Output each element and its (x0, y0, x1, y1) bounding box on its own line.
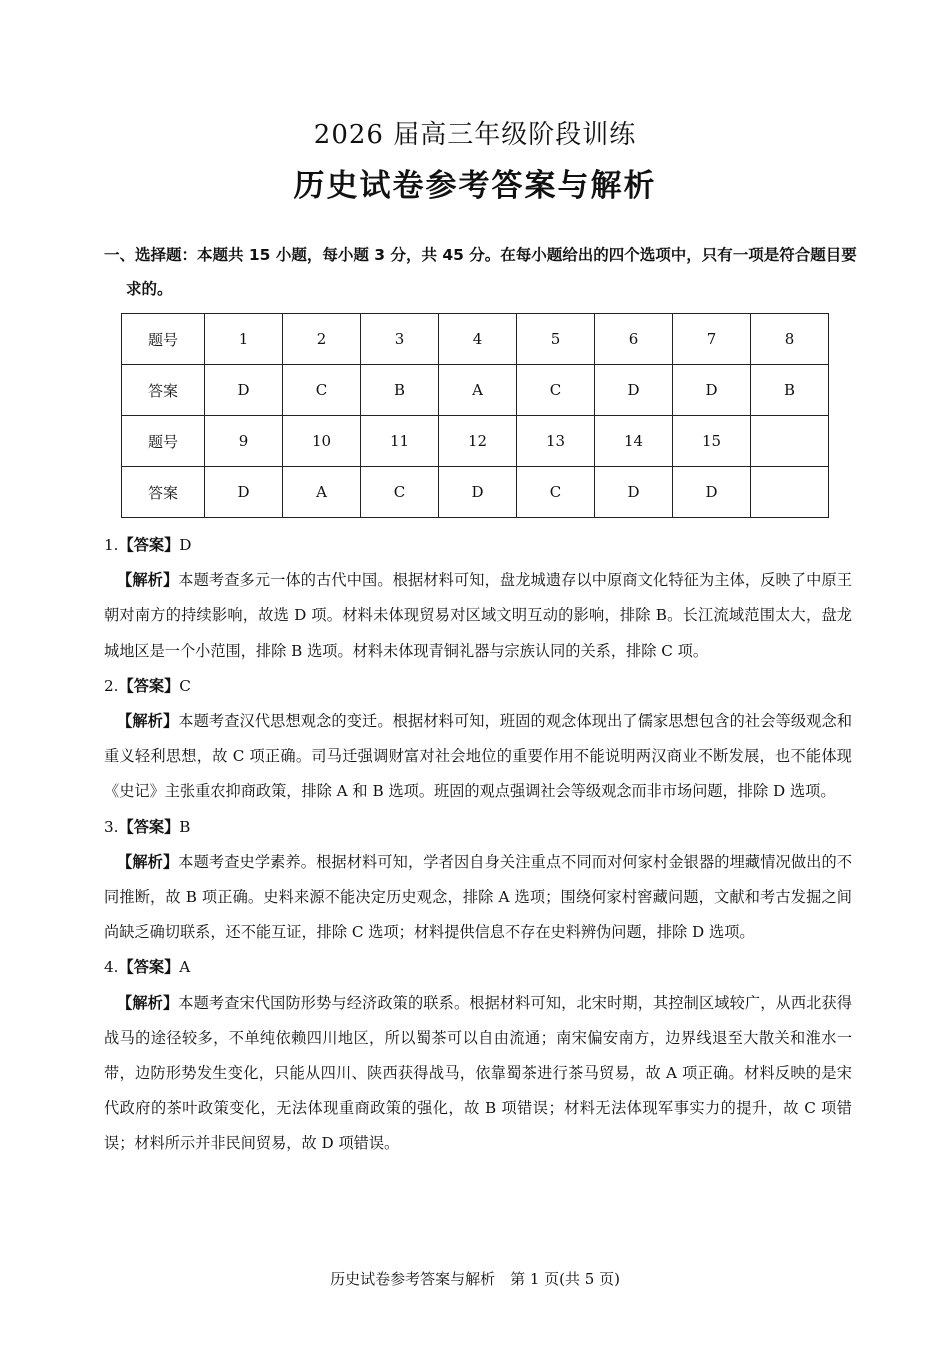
question-item (104, 669, 852, 810)
table-cell: D (673, 467, 751, 518)
table-cell: 6 (595, 314, 673, 365)
analysis-label: 【解析】 (117, 852, 179, 871)
answer-table (121, 313, 829, 518)
answer-line (104, 669, 852, 704)
table-cell: D (595, 365, 673, 416)
table-cell: 10 (283, 416, 361, 467)
table-cell: B (361, 365, 439, 416)
table-row-header: 题号 (122, 416, 205, 467)
question-number: 2. (104, 676, 119, 695)
table-row-header: 答案 (122, 467, 205, 518)
table-cell: D (595, 467, 673, 518)
table-cell: D (205, 365, 283, 416)
table-cell: A (439, 365, 517, 416)
table-cell (751, 416, 829, 467)
section-heading (104, 238, 864, 306)
section-heading-line1: 一、选择题：本题共 15 小题，每小题 3 分，共 45 分。在每小题给出的四个选项中，只有一项是符合题目要 (104, 246, 857, 264)
analysis-paragraph (104, 704, 852, 810)
analysis-text: 本题考查多元一体的古代中国。根据材料可知，盘龙城遗存以中原商文化特征为主体，反映了中原王朝对南方的持续影响，故选 D 项。材料未体现贸易对区域文明互动的影响，排除 B。长江流域范围太大，盘龙城地区是一个小范围，排除 B 选项。材料未体现青铜礼器与宗族认同的关系，排除 C 项。 (104, 571, 853, 660)
answer-value: A (179, 958, 191, 977)
analysis-label: 【解析】 (117, 712, 179, 731)
section-heading-line2: 求的。 (126, 280, 173, 298)
table-cell: C (517, 467, 595, 518)
table-row-header: 题号 (122, 314, 205, 365)
answer-value: C (179, 676, 191, 695)
question-item (104, 810, 852, 951)
table-cell: D (439, 467, 517, 518)
table-cell: D (205, 467, 283, 518)
table-row (122, 365, 829, 416)
analysis-text: 本题考查史学素养。根据材料可知，学者因自身关注重点不同而对何家村金银器的埋藏情况做出的不同推断，故 B 项正确。史料来源不能决定历史观念，排除 A 选项；围绕何家村窖藏问题，文献和考古发掘之间尚缺乏确切联系，还不能互证，排除 C 选项；材料提供信息不存在史料辨伪问题，排除 D 选项。 (104, 852, 853, 942)
document-subtitle: 历史试卷参考答案与解析 (293, 168, 657, 204)
table-cell: 14 (595, 416, 673, 467)
question-number: 4. (104, 958, 119, 977)
answer-value: B (179, 817, 191, 836)
table-cell: C (517, 365, 595, 416)
table-cell: 15 (673, 416, 751, 467)
table-cell: 3 (361, 314, 439, 365)
table-cell: C (361, 467, 439, 518)
analysis-paragraph (104, 986, 852, 1162)
question-item (104, 950, 852, 1161)
exam-title: 2026 届高三年级阶段训练 (313, 120, 637, 150)
analysis-label: 【解析】 (117, 993, 179, 1012)
page-footer: 历史试卷参考答案与解析 第 1 页(共 5 页) (330, 1270, 620, 1288)
question-item (104, 528, 852, 669)
table-row (122, 416, 829, 467)
analysis-text: 本题考查汉代思想观念的变迁。根据材料可知，班固的观念体现出了儒家思想包含的社会等级观念和重义轻利思想，故 C 项正确。司马迁强调财富对社会地位的重要作用不能说明两汉商业不断发展，也不能体现《史记》主张重农抑商政策，排除 A 和 B 选项。班固的观点强调社会等级观念而非市场问题，排除 D 选项。 (104, 712, 853, 801)
table-row (122, 467, 829, 518)
analysis-paragraph (104, 845, 852, 951)
table-cell: 8 (751, 314, 829, 365)
table-cell: 13 (517, 416, 595, 467)
table-cell: D (673, 365, 751, 416)
answer-label: 【答案】 (118, 676, 180, 695)
table-cell (751, 467, 829, 518)
answer-line (104, 950, 852, 985)
question-number: 3. (104, 817, 119, 836)
table-row (122, 314, 829, 365)
analysis-list (104, 528, 852, 1162)
table-row-header: 答案 (122, 365, 205, 416)
answer-line (104, 528, 852, 563)
table-cell: 5 (517, 314, 595, 365)
answer-label: 【答案】 (118, 536, 180, 554)
answer-value: D (179, 536, 192, 554)
table-cell: C (283, 365, 361, 416)
table-cell: 2 (283, 314, 361, 365)
table-cell: 4 (439, 314, 517, 365)
table-cell: 11 (361, 416, 439, 467)
analysis-text: 本题考查宋代国防形势与经济政策的联系。根据材料可知，北宋时期，其控制区域较广，从西北获得战马的途径较多，不单纯依赖四川地区，所以蜀茶可以自由流通；南宋偏安南方，边界线退至大散关和淮水一带，边防形势发生变化，只能从四川、陕西获得战马，依靠蜀茶进行茶马贸易，故 A 项正确。材料反映的是宋代政府的茶叶政策变化，无法体现重商政策的强化，故 B 项错误；材料无法体现军事实力的提升，故 C 项错误；材料所示并非民间贸易，故 D 项错误。 (104, 993, 853, 1153)
analysis-paragraph (104, 563, 852, 669)
table-cell: A (283, 467, 361, 518)
table-cell: 9 (205, 416, 283, 467)
question-number: 1. (104, 536, 119, 554)
answer-label: 【答案】 (118, 958, 180, 977)
table-cell: 1 (205, 314, 283, 365)
table-cell: 7 (673, 314, 751, 365)
answer-label: 【答案】 (118, 817, 180, 836)
answer-line (104, 810, 852, 845)
table-cell: B (751, 365, 829, 416)
analysis-label: 【解析】 (117, 571, 179, 590)
table-cell: 12 (439, 416, 517, 467)
